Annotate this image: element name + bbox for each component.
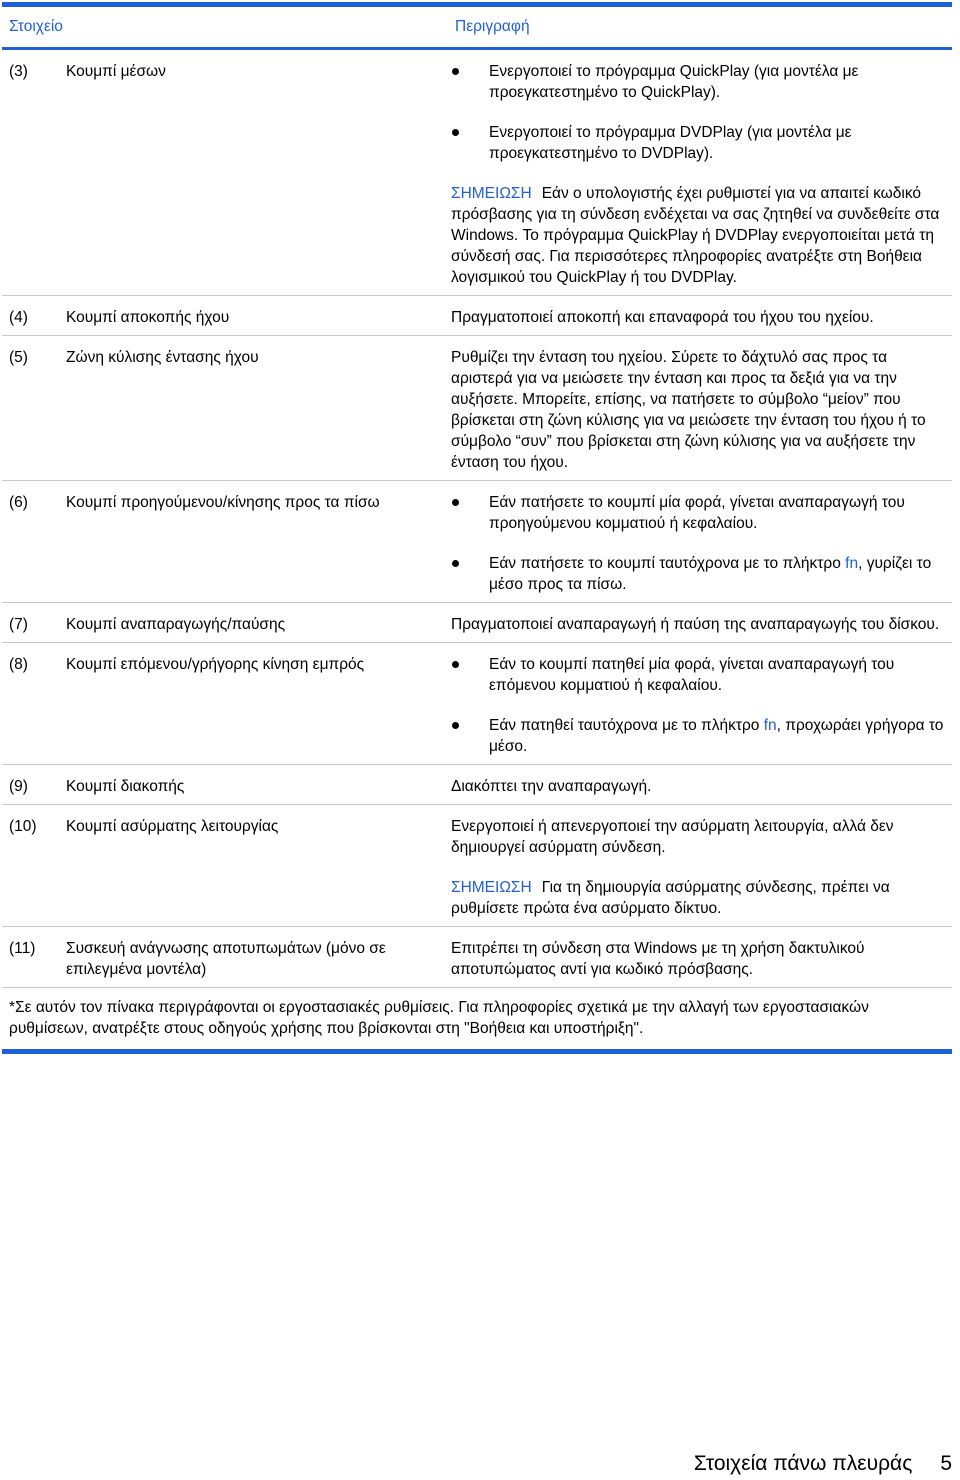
- row-number: (10): [9, 818, 37, 835]
- table-row: [2, 643, 952, 765]
- bullet-item: [451, 654, 946, 696]
- row-number: (4): [9, 309, 28, 326]
- note-label: ΣΗΜΕΙΩΣΗ: [451, 879, 532, 896]
- row-item: Κουμπί επόμενου/γρήγορης κίνηση εμπρός: [66, 656, 365, 673]
- row-number: (8): [9, 656, 28, 673]
- row-number: (7): [9, 616, 28, 633]
- table-row: [2, 481, 952, 603]
- table-row: [2, 336, 952, 481]
- row-item: Ζώνη κύλισης έντασης ήχου: [66, 349, 259, 366]
- table-row: [2, 765, 952, 805]
- row-description: [446, 938, 952, 980]
- header-item: Στοιχείο: [9, 18, 63, 35]
- row-description: [446, 492, 952, 595]
- row-number: (11): [9, 940, 36, 957]
- row-item: Κουμπί μέσων: [66, 63, 166, 80]
- bullet-icon: [451, 61, 489, 103]
- row-item: Κουμπί προηγούμενου/κίνησης προς τα πίσω: [66, 494, 380, 511]
- bullet-text: [489, 553, 946, 595]
- bullet-icon: [451, 122, 489, 164]
- note-text: Για τη δημιουργία ασύρματης σύνδεσης, πρέπει να ρυθμίσετε πρώτα ένα ασύρματο δίκτυο.: [451, 879, 890, 917]
- key-fn: fn: [845, 555, 859, 572]
- bullet-text: [489, 492, 946, 534]
- footnote: *Σε αυτόν τον πίνακα περιγράφονται οι εργοστασιακές ρυθμίσεις. Για πληροφορίες σχετικά με την αλλαγή των εργοστασιακών ρυθμίσεων, ανατρέξτε στους οδηγούς χρήσης που βρίσκονται στη "Βοήθεια και υποστήριξη".: [9, 999, 869, 1037]
- bullet-segment: Ενεργοποιεί το πρόγραμμα DVDPlay (για μοντέλα με προεγκατεστημένο το DVDPlay).: [489, 124, 852, 162]
- bullet-item: [451, 715, 946, 757]
- row-item: Κουμπί αποκοπής ήχου: [66, 309, 230, 326]
- bullet-segment: Εάν πατηθεί ταυτόχρονα με το πλήκτρο: [489, 717, 764, 734]
- table-header: [2, 7, 952, 47]
- description-text: Ενεργοποιεί ή απενεργοποιεί την ασύρματη λειτουργία, αλλά δεν δημιουργεί ασύρματη σύνδεση.: [451, 818, 894, 856]
- footer-section-title: Στοιχεία πάνω πλευράς: [693, 1452, 913, 1475]
- bullet-text: [489, 654, 946, 696]
- row-description: [446, 347, 952, 473]
- bottom-rule: [2, 1049, 952, 1054]
- bullet-item: [451, 492, 946, 534]
- bullet-segment: , προχωράει γρήγορα το μέσο.: [489, 717, 944, 755]
- table-row: [2, 50, 952, 296]
- spec-table-page: [2, 2, 952, 1054]
- row-number: (5): [9, 349, 28, 366]
- bullet-item: [451, 122, 946, 164]
- row-description: [446, 654, 952, 757]
- note-block: [451, 183, 946, 288]
- row-description: [446, 816, 952, 919]
- table-body: [2, 50, 952, 988]
- note-label: ΣΗΜΕΙΩΣΗ: [451, 185, 532, 202]
- row-description: [446, 307, 952, 328]
- row-item: Κουμπί ασύρματης λειτουργίας: [66, 818, 279, 835]
- bullet-text: [489, 122, 946, 164]
- bullet-item: [451, 61, 946, 103]
- description-text: Διακόπτει την αναπαραγωγή.: [451, 778, 652, 795]
- row-description: [446, 776, 952, 797]
- row-description: [446, 614, 952, 635]
- table-row: [2, 805, 952, 927]
- bullet-icon: [451, 654, 489, 696]
- row-item: Κουμπί αναπαραγωγής/παύσης: [66, 616, 286, 633]
- bullet-segment: Εάν πατήσετε το κουμπί ταυτόχρονα με το πλήκτρο: [489, 555, 846, 572]
- key-fn: fn: [763, 717, 777, 734]
- header-description: Περιγραφή: [455, 18, 530, 35]
- bullet-icon: [451, 715, 489, 757]
- bullet-text: [489, 61, 946, 103]
- bullet-icon: [451, 492, 489, 534]
- note-block: [451, 877, 946, 919]
- row-number: (6): [9, 494, 28, 511]
- description-text: Επιτρέπει τη σύνδεση στα Windows με τη χρήση δακτυλικού αποτυπώματος αντί για κωδικό πρόσβασης.: [451, 940, 865, 978]
- page-footer: [694, 1452, 952, 1476]
- bullet-segment: Εάν πατήσετε το κουμπί μία φορά, γίνεται αναπαραγωγή του προηγούμενου κομματιού ή κεφαλαίου.: [489, 494, 905, 532]
- page-number: 5: [940, 1452, 952, 1475]
- description-text: Ρυθμίζει την ένταση του ηχείου. Σύρετε το δάχτυλό σας προς τα αριστερά για να μειώσετε την ένταση και προς τα δεξιά για να την αυξήσετε. Μπορείτε, επίσης, να πατήσετε το σύμβολο “μείον” που βρίσκεται στη ζώνη κύλισης για να μειώσετε την ένταση του ήχου ή το σύμβολο “συν” που βρίσκεται στη ζώνη κύλισης για να αυξήσετε την ένταση του ήχου.: [451, 349, 926, 471]
- bullet-icon: [451, 553, 489, 595]
- bullet-item: [451, 553, 946, 595]
- table-row: [2, 603, 952, 643]
- bullet-segment: Εάν το κουμπί πατηθεί μία φορά, γίνεται αναπαραγωγή του επόμενου κομματιού ή κεφαλαίου.: [489, 656, 895, 694]
- description-text: Πραγματοποιεί αποκοπή και επαναφορά του ήχου του ηχείου.: [451, 309, 874, 326]
- table-row: [2, 927, 952, 988]
- row-item: Κουμπί διακοπής: [66, 778, 185, 795]
- row-number: (3): [9, 63, 28, 80]
- bullet-text: [489, 715, 946, 757]
- row-number: (9): [9, 778, 28, 795]
- row-description: [446, 61, 952, 288]
- note-text: Εάν ο υπολογιστής έχει ρυθμιστεί για να απαιτεί κωδικό πρόσβασης για τη σύνδεση ενδέχεται να σας ζητηθεί να συνδεθείτε στα Windows. Το πρόγραμμα QuickPlay ή DVDPlay ενεργοποιείται μετά τη σύνδεσή σας. Για περισσότερες πληροφορίες ανατρέξτε στη Βοήθεια λογισμικού του QuickPlay ή του DVDPlay.: [451, 185, 940, 286]
- row-item: Συσκευή ανάγνωσης αποτυπωμάτων (μόνο σε επιλεγμένα μοντέλα): [66, 940, 386, 978]
- bullet-segment: , γυρίζει το μέσο προς τα πίσω.: [489, 555, 932, 593]
- bullet-segment: Ενεργοποιεί το πρόγραμμα QuickPlay (για μοντέλα με προεγκατεστημένο το QuickPlay).: [489, 63, 859, 101]
- description-text: Πραγματοποιεί αναπαραγωγή ή παύση της αναπαραγωγής του δίσκου.: [451, 616, 940, 633]
- table-row: [2, 296, 952, 336]
